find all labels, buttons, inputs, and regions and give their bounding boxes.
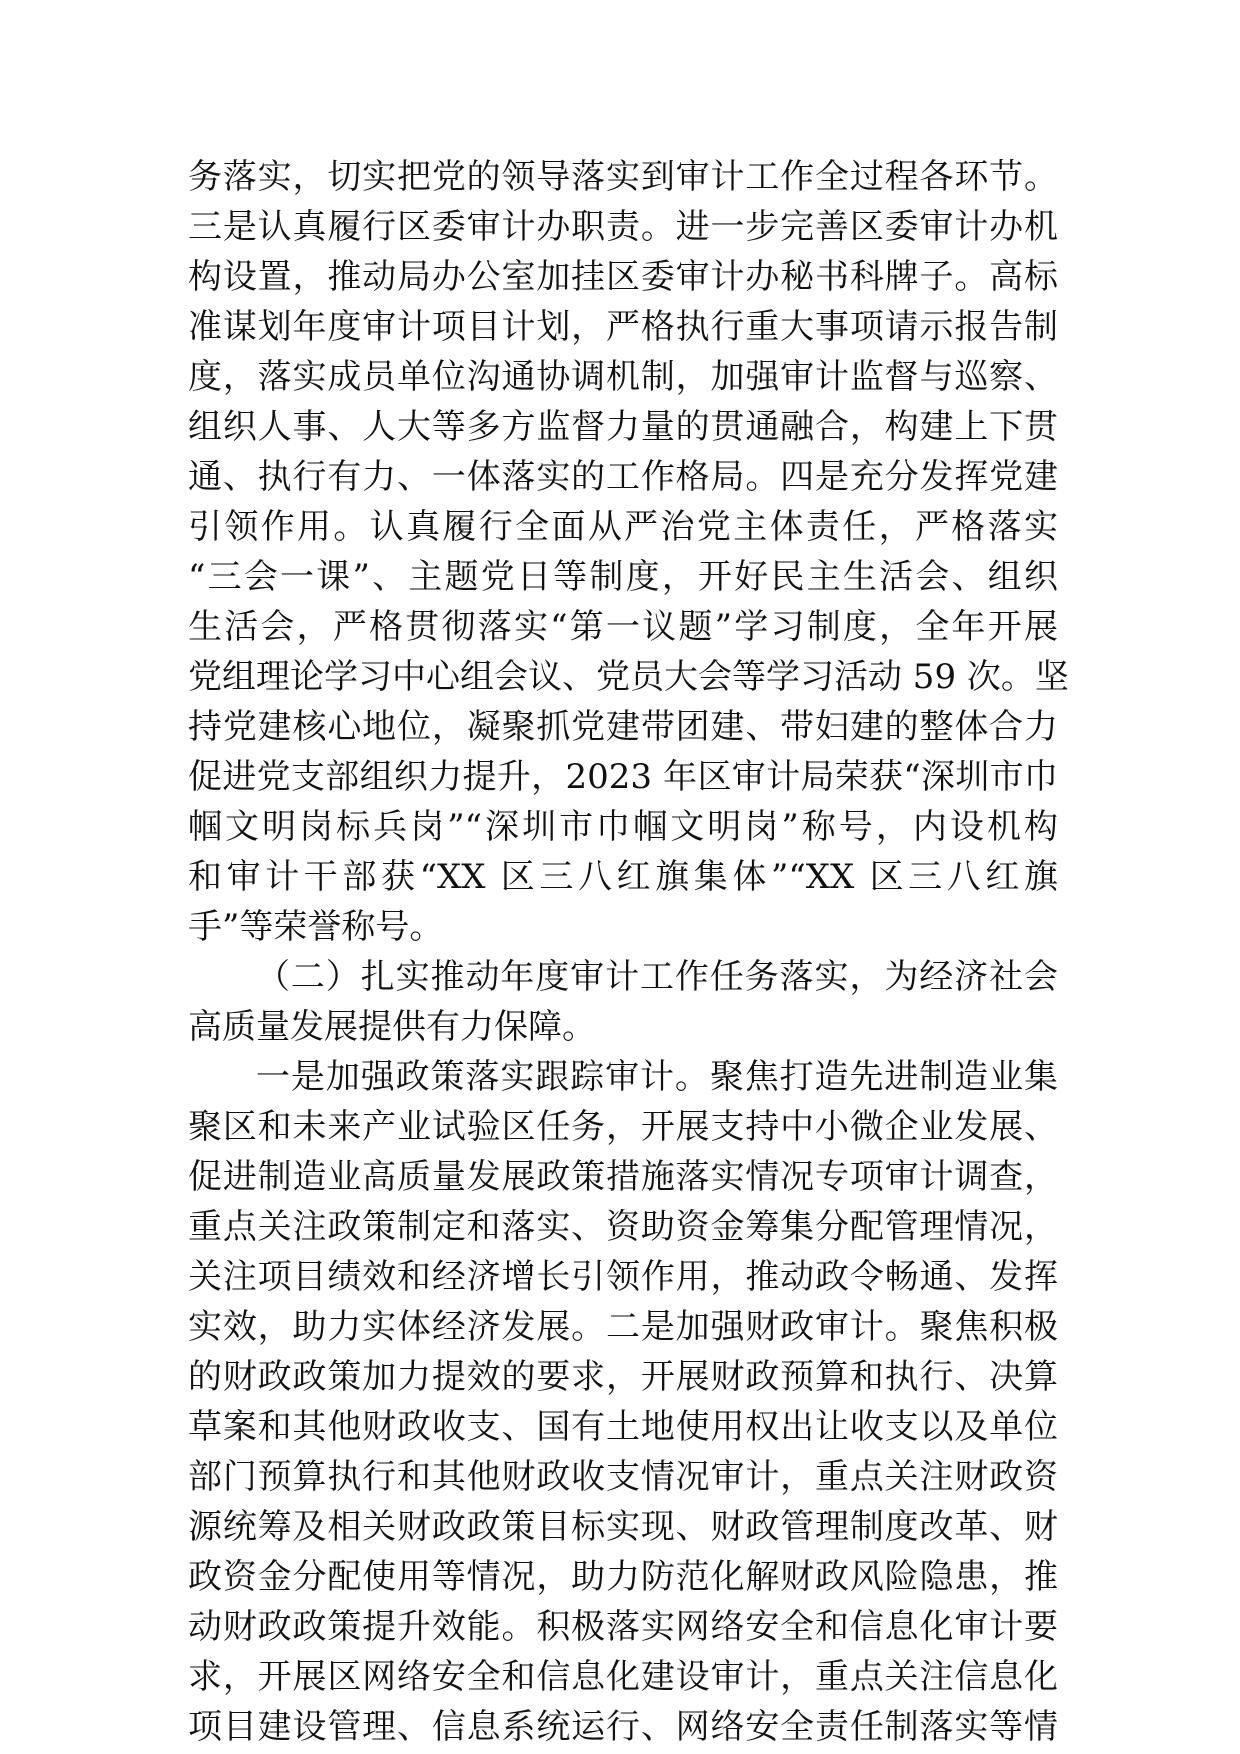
text-line: 政资金分配使用等情况，助力防范化解财政风险隐患，推 [188,1557,1058,1597]
text-line: 关注项目绩效和经济增长引领作用，推动政令畅通、发挥 [188,1257,1058,1297]
document-body [188,152,1069,1752]
text-line: 求，开展区网络安全和信息化建设审计，重点关注信息化 [188,1657,1058,1697]
text-line: 组织人事、人大等多方监督力量的贯通融合，构建上下贯 [188,407,1058,447]
text-line: 促进制造业高质量发展政策措施落实情况专项审计调查， [188,1157,1058,1197]
text-line: 草案和其他财政收支、国有土地使用权出让收支以及单位 [188,1407,1058,1447]
text-line: 党组理论学习中心组会议、党员大会等学习活动 59 次。坚 [188,657,1069,697]
text-line: 持党建核心地位，凝聚抓党建带团建、带妇建的整体合力 [188,707,1058,747]
text-line: 促进党支部组织力提升，2023 年区审计局荣获“深圳市巾 [188,757,1058,797]
text-line: 引领作用。认真履行全面从严治党主体责任，严格落实 [188,507,1058,547]
text-line: 的财政政策加力提效的要求，开展财政预算和执行、决算 [188,1357,1058,1397]
text-line: 重点关注政策制定和落实、资助资金筹集分配管理情况， [188,1207,1058,1247]
text-line: 三是认真履行区委审计办职责。进一步完善区委审计办机 [188,207,1058,247]
text-line: 和审计干部获“XX 区三八红旗集体”“XX 区三八红旗 [188,857,1058,897]
text-line: 手”等荣誉称号。 [188,907,444,947]
text-line: 务落实，切实把党的领导落实到审计工作全过程各环节。 [188,157,1058,197]
text-line: 源统筹及相关财政政策目标实现、财政管理制度改革、财 [188,1507,1058,1547]
text-line: 项目建设管理、信息系统运行、网络安全责任制落实等情 [188,1707,1058,1747]
section-heading-line: （二）扎实推动年度审计工作任务落实，为经济社会 [256,957,1058,997]
text-line: “三会一课”、主题党日等制度，开好民主生活会、组织 [188,557,1058,597]
text-line: 部门预算执行和其他财政收支情况审计，重点关注财政资 [188,1457,1058,1497]
text-line: 动财政政策提升效能。积极落实网络安全和信息化审计要 [188,1607,1058,1647]
text-line: 准谋划年度审计项目计划，严格执行重大事项请示报告制 [188,307,1058,347]
text-line: 构设置，推动局办公室加挂区委审计办秘书科牌子。高标 [188,257,1058,297]
text-line: 通、执行有力、一体落实的工作格局。四是充分发挥党建 [188,457,1058,497]
text-line: 一是加强政策落实跟踪审计。聚焦打造先进制造业集 [256,1057,1058,1097]
text-line: 帼文明岗标兵岗”“深圳市巾帼文明岗”称号，内设机构 [188,807,1058,847]
section-heading-line: 高质量发展提供有力保障。 [188,1007,596,1047]
text-line: 聚区和未来产业试验区任务，开展支持中小微企业发展、 [188,1107,1058,1147]
text-line: 度，落实成员单位沟通协调机制，加强审计监督与巡察、 [188,357,1058,397]
text-line: 实效，助力实体经济发展。二是加强财政审计。聚焦积极 [188,1307,1058,1347]
text-line: 生活会，严格贯彻落实“第一议题”学习制度，全年开展 [188,607,1058,647]
